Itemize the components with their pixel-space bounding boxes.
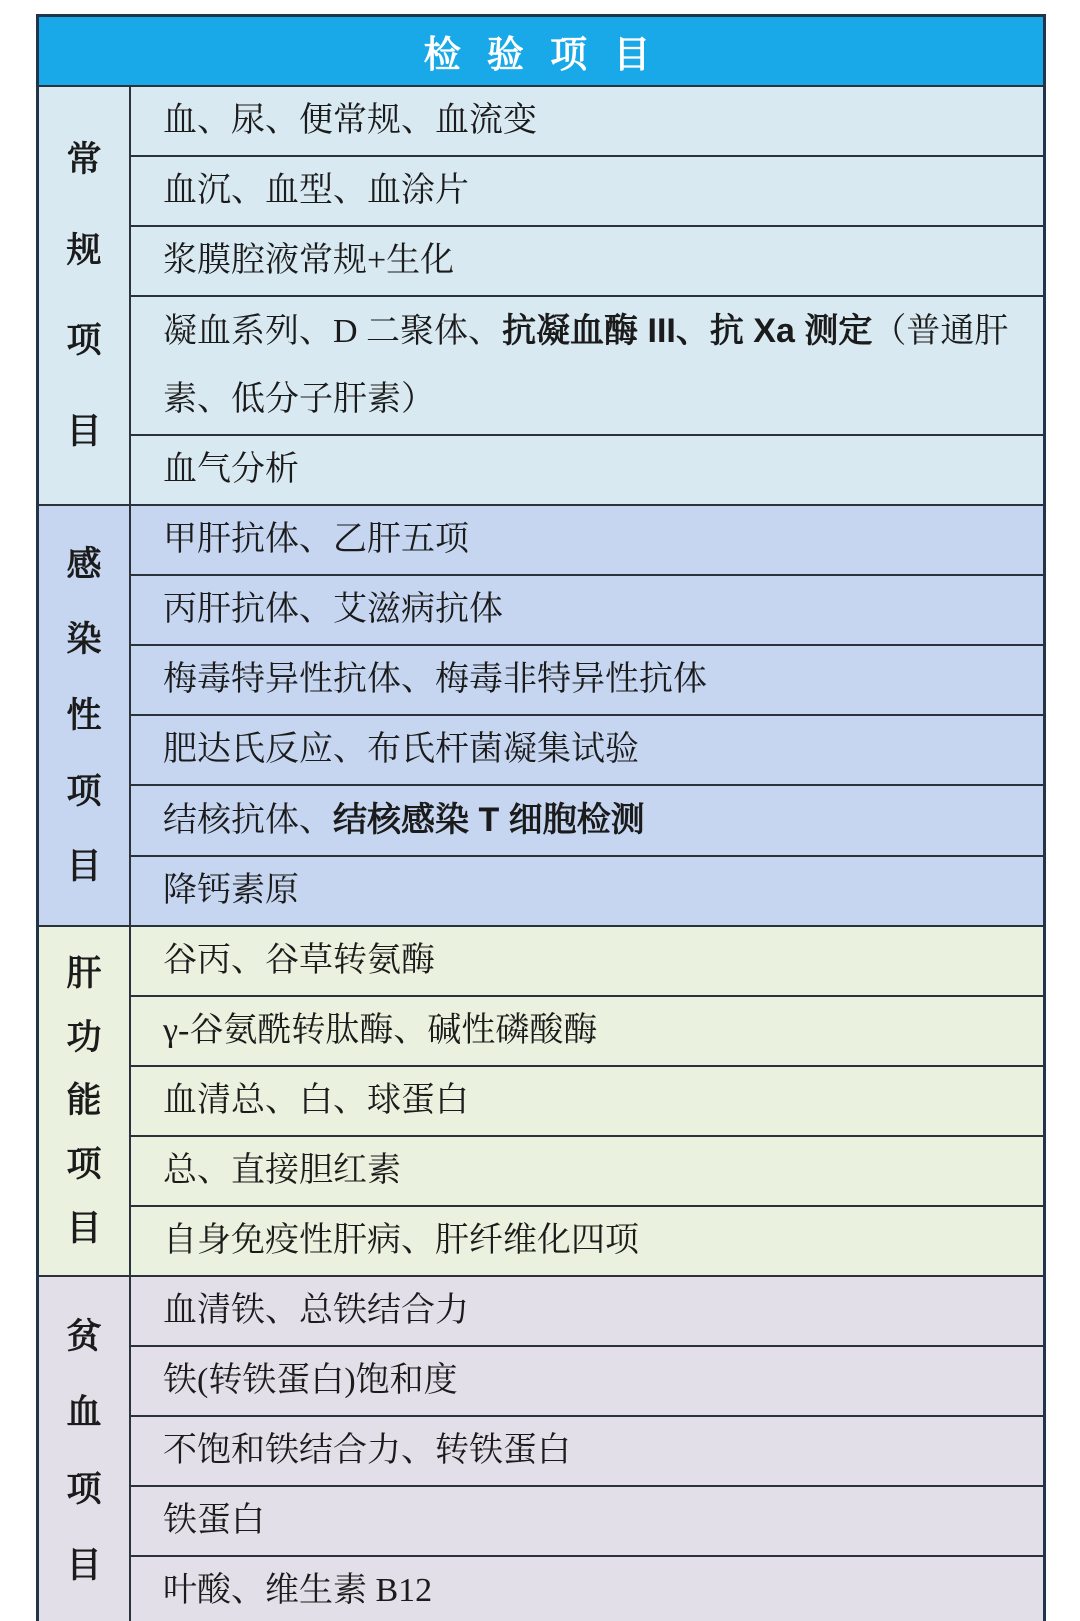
table-row (131, 1345, 1043, 1415)
category-char: 贫 (66, 1316, 102, 1356)
row-text-segment: 丙肝抗体、艾滋病抗体 (163, 591, 503, 628)
table-row (131, 1277, 1043, 1345)
row-text (163, 927, 435, 995)
category-label (39, 87, 131, 504)
table-row (131, 995, 1043, 1065)
row-text-segment: 血沉、血型、血涂片 (163, 172, 469, 209)
table-section (39, 85, 1043, 504)
row-text-segment: 肥达氏反应、布氏杆菌凝集试验 (163, 731, 639, 768)
category-char: 项 (66, 771, 102, 811)
row-text-segment: 总、直接胆红素 (163, 1152, 401, 1189)
section-rows (131, 927, 1043, 1275)
row-text-segment: 血清铁、总铁结合力 (163, 1292, 469, 1329)
table-row (131, 855, 1043, 925)
table-row (131, 1135, 1043, 1205)
category-label (39, 927, 131, 1275)
category-char: 项 (66, 321, 102, 361)
section-rows (131, 506, 1043, 925)
category-char: 项 (66, 1469, 102, 1509)
category-char: 目 (66, 1546, 102, 1586)
table-sections (39, 85, 1043, 1621)
category-char: 性 (66, 695, 102, 735)
table-row (131, 1415, 1043, 1485)
row-text (163, 157, 469, 225)
row-text (163, 1067, 469, 1135)
category-char: 常 (66, 140, 102, 180)
category-char: 规 (66, 230, 102, 270)
row-text (163, 1277, 469, 1345)
row-text-segment: 不饱和铁结合力、转铁蛋白 (163, 1432, 571, 1469)
row-text-segment: 浆膜腔液常规+生化 (163, 242, 455, 279)
row-text-segment: 血气分析 (163, 451, 299, 488)
category-char: 血 (66, 1393, 102, 1433)
row-text-segment: 铁(转铁蛋白)饱和度 (163, 1362, 458, 1399)
row-text (163, 786, 645, 855)
section-rows (131, 1277, 1043, 1621)
row-text-segment: 凝血系列、D 二聚体、 (163, 313, 503, 350)
table-section (39, 504, 1043, 925)
row-text-segment: 结核抗体、 (163, 802, 333, 839)
row-text-segment: 谷丙、谷草转氨酶 (163, 942, 435, 979)
row-text (163, 646, 707, 714)
category-char: 目 (66, 411, 102, 451)
category-char: 目 (66, 847, 102, 887)
row-text (163, 1347, 458, 1415)
exam-items-table (36, 14, 1046, 1621)
row-text-segment: 血、尿、便常规、血流变 (163, 102, 537, 139)
table-section (39, 1275, 1043, 1621)
row-text-segment: 自身免疫性肝病、肝纤维化四项 (163, 1222, 639, 1259)
category-char: 目 (66, 1209, 102, 1249)
row-text (163, 716, 639, 784)
table-row (131, 714, 1043, 784)
category-label (39, 1277, 131, 1621)
category-char: 项 (66, 1145, 102, 1185)
table-row (131, 574, 1043, 644)
table-row (131, 506, 1043, 574)
table-row (131, 1485, 1043, 1555)
row-text (163, 436, 299, 504)
table-row (131, 434, 1043, 504)
table-row (131, 295, 1043, 434)
row-text (163, 576, 503, 644)
row-text (163, 997, 597, 1065)
row-text (163, 1557, 432, 1621)
table-row (131, 87, 1043, 155)
table-row (131, 155, 1043, 225)
row-text (163, 1487, 265, 1555)
row-text-bold-segment: 结核感染 T 细胞检测 (333, 801, 645, 839)
table-row (131, 1205, 1043, 1275)
row-text-segment: 降钙素原 (163, 872, 299, 909)
row-text (163, 1207, 639, 1275)
row-text-segment: 血清总、白、球蛋白 (163, 1082, 469, 1119)
table-header (39, 17, 1043, 85)
row-text-segment: （普通肝素、低分子肝素） (163, 313, 1009, 418)
table-section (39, 925, 1043, 1275)
table-row (131, 927, 1043, 995)
row-text (163, 857, 299, 925)
category-label (39, 506, 131, 925)
row-text-bold-segment: 抗凝血酶 III、抗 Xa 测定 (502, 312, 873, 350)
table-row (131, 644, 1043, 714)
row-text-segment: 梅毒特异性抗体、梅毒非特异性抗体 (163, 661, 707, 698)
category-char: 肝 (66, 953, 102, 993)
table-row (131, 225, 1043, 295)
row-text (163, 297, 1019, 434)
category-char: 感 (66, 544, 102, 584)
table-title: 检 验 项 目 (423, 34, 659, 75)
category-char: 染 (66, 620, 102, 660)
row-text-segment: 甲肝抗体、乙肝五项 (163, 521, 469, 558)
row-text (163, 506, 469, 574)
table-row (131, 1555, 1043, 1621)
table-row (131, 1065, 1043, 1135)
row-text (163, 1417, 571, 1485)
category-char: 能 (66, 1081, 102, 1121)
row-text-segment: γ-谷氨酰转肽酶、碱性磷酸酶 (163, 1012, 598, 1049)
row-text (163, 227, 454, 295)
table-row (131, 784, 1043, 855)
row-text-segment: 铁蛋白 (163, 1502, 265, 1539)
category-char: 功 (66, 1017, 102, 1057)
row-text-segment: 叶酸、维生素 B12 (163, 1572, 433, 1609)
row-text (163, 1137, 401, 1205)
row-text (163, 87, 537, 155)
section-rows (131, 87, 1043, 504)
